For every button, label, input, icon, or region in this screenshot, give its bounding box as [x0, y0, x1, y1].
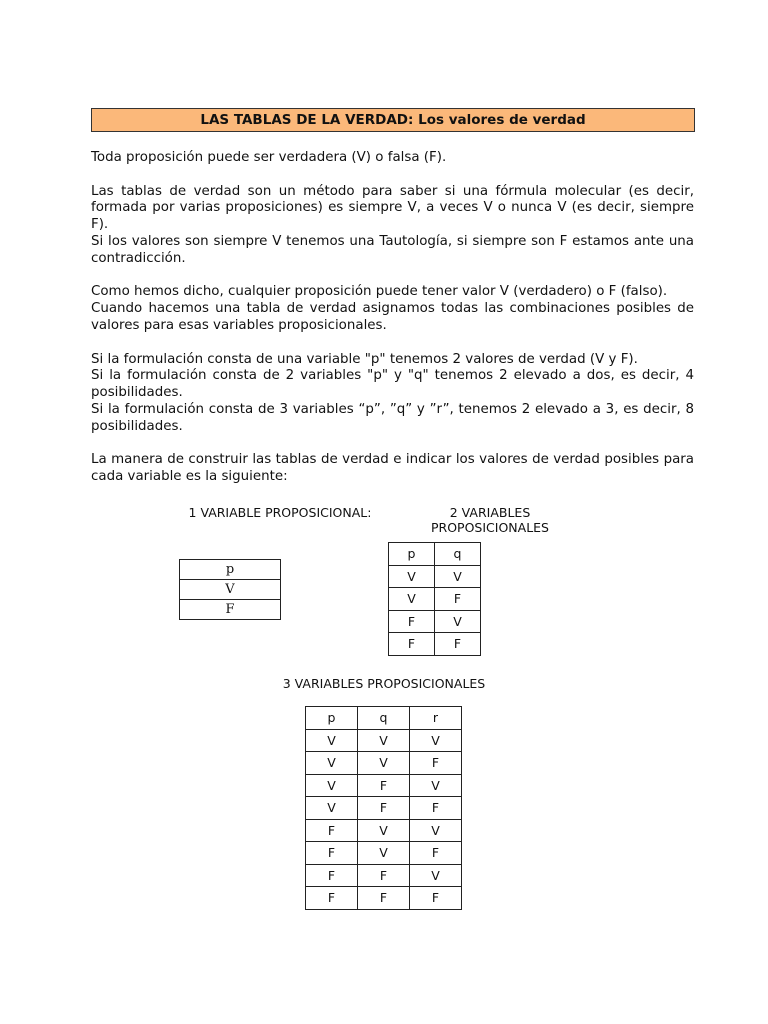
table-cell: V [410, 774, 462, 797]
table-cell: r [410, 707, 462, 730]
table-cell: F [306, 887, 358, 910]
caption-line: PROPOSICIONALES [430, 520, 549, 535]
table-cell: F [306, 864, 358, 887]
paragraph: Si los valores son siempre V tenemos una Tautología, si siempre son F estamos ante una contradicción. [91, 233, 694, 266]
table-cell: V [389, 565, 435, 588]
table-row [306, 864, 462, 887]
table-cell: F [358, 887, 410, 910]
table-header-row [180, 560, 281, 580]
table-cell: V [410, 819, 462, 842]
table-cell: F [435, 633, 481, 656]
table-row [306, 842, 462, 865]
table-row [389, 633, 481, 656]
table-cell: F [306, 842, 358, 865]
truth-table-two-variables [388, 542, 481, 656]
table-cell: F [410, 842, 462, 865]
table-cell: F [180, 600, 281, 620]
table-row [306, 774, 462, 797]
table-row [306, 729, 462, 752]
table-row [306, 887, 462, 910]
document-body [91, 150, 694, 486]
table-cell: F [410, 797, 462, 820]
table-cell: q [358, 707, 410, 730]
table-cell: V [389, 588, 435, 611]
table-row [180, 580, 281, 600]
table-row [389, 610, 481, 633]
table-cell: p [180, 560, 281, 580]
table-row [389, 588, 481, 611]
paragraph: Si la formulación consta de 3 variables “p”, ”q” y ”r”, tenemos 2 elevado a 3, es decir, 8 posibilidades. [91, 401, 694, 434]
truth-table-one-variable [179, 559, 281, 620]
table-cell: F [435, 588, 481, 611]
table-row [389, 565, 481, 588]
table-cell: q [435, 543, 481, 566]
paragraph: Cuando hacemos una tabla de verdad asignamos todas las combinaciones posibles de valores para esas variables proposicionales. [91, 301, 694, 333]
paragraph: Si la formulación consta de 2 variables "p" y "q" tenemos 2 elevado a dos, es decir, 4 posibilidades. [91, 368, 694, 401]
table-cell: V [306, 729, 358, 752]
page-title: LAS TABLAS DE LA VERDAD: Los valores de verdad [91, 108, 695, 132]
table-cell: F [306, 819, 358, 842]
paragraph: Toda proposición puede ser verdadera (V) o falsa (F). [91, 150, 447, 165]
table-cell: F [358, 774, 410, 797]
caption-two-variables [400, 505, 580, 535]
table-header-row [306, 707, 462, 730]
table-cell: V [358, 729, 410, 752]
table-cell: V [306, 797, 358, 820]
table-row [180, 600, 281, 620]
table-row [306, 752, 462, 775]
table-header-row [389, 543, 481, 566]
table-cell: V [358, 842, 410, 865]
paragraph: Como hemos dicho, cualquier proposición puede tener valor V (verdadero) o F (falso). [91, 284, 668, 300]
caption-three-variables: 3 VARIABLES PROPOSICIONALES [282, 676, 486, 691]
table-cell: p [306, 707, 358, 730]
table-cell: F [358, 797, 410, 820]
caption-one-variable: 1 VARIABLE PROPOSICIONAL: [188, 505, 372, 520]
table-cell: V [435, 610, 481, 633]
table-cell: V [435, 565, 481, 588]
table-cell: F [410, 752, 462, 775]
table-cell: V [410, 864, 462, 887]
paragraph: Si la formulación consta de una variable "p" tenemos 2 valores de verdad (V y F). [91, 351, 638, 367]
table-cell: V [358, 752, 410, 775]
caption-line: 2 VARIABLES [449, 505, 531, 520]
table-cell: F [358, 864, 410, 887]
table-cell: V [306, 752, 358, 775]
paragraph: La manera de construir las tablas de verdad e indicar los valores de verdad posibles para cada variable es la siguiente: [91, 452, 694, 485]
table-row [306, 819, 462, 842]
table-cell: V [180, 580, 281, 600]
table-cell: F [389, 610, 435, 633]
paragraph: Las tablas de verdad son un método para saber si una fórmula molecular (es decir, formada por varias proposiciones) es siempre V, a veces V o nunca V (es decir, siempre F). [91, 183, 694, 233]
table-cell: F [410, 887, 462, 910]
table-cell: p [389, 543, 435, 566]
table-row [306, 797, 462, 820]
truth-table-three-variables [305, 706, 462, 910]
table-cell: V [358, 819, 410, 842]
table-cell: F [389, 633, 435, 656]
table-cell: V [306, 774, 358, 797]
table-cell: V [410, 729, 462, 752]
